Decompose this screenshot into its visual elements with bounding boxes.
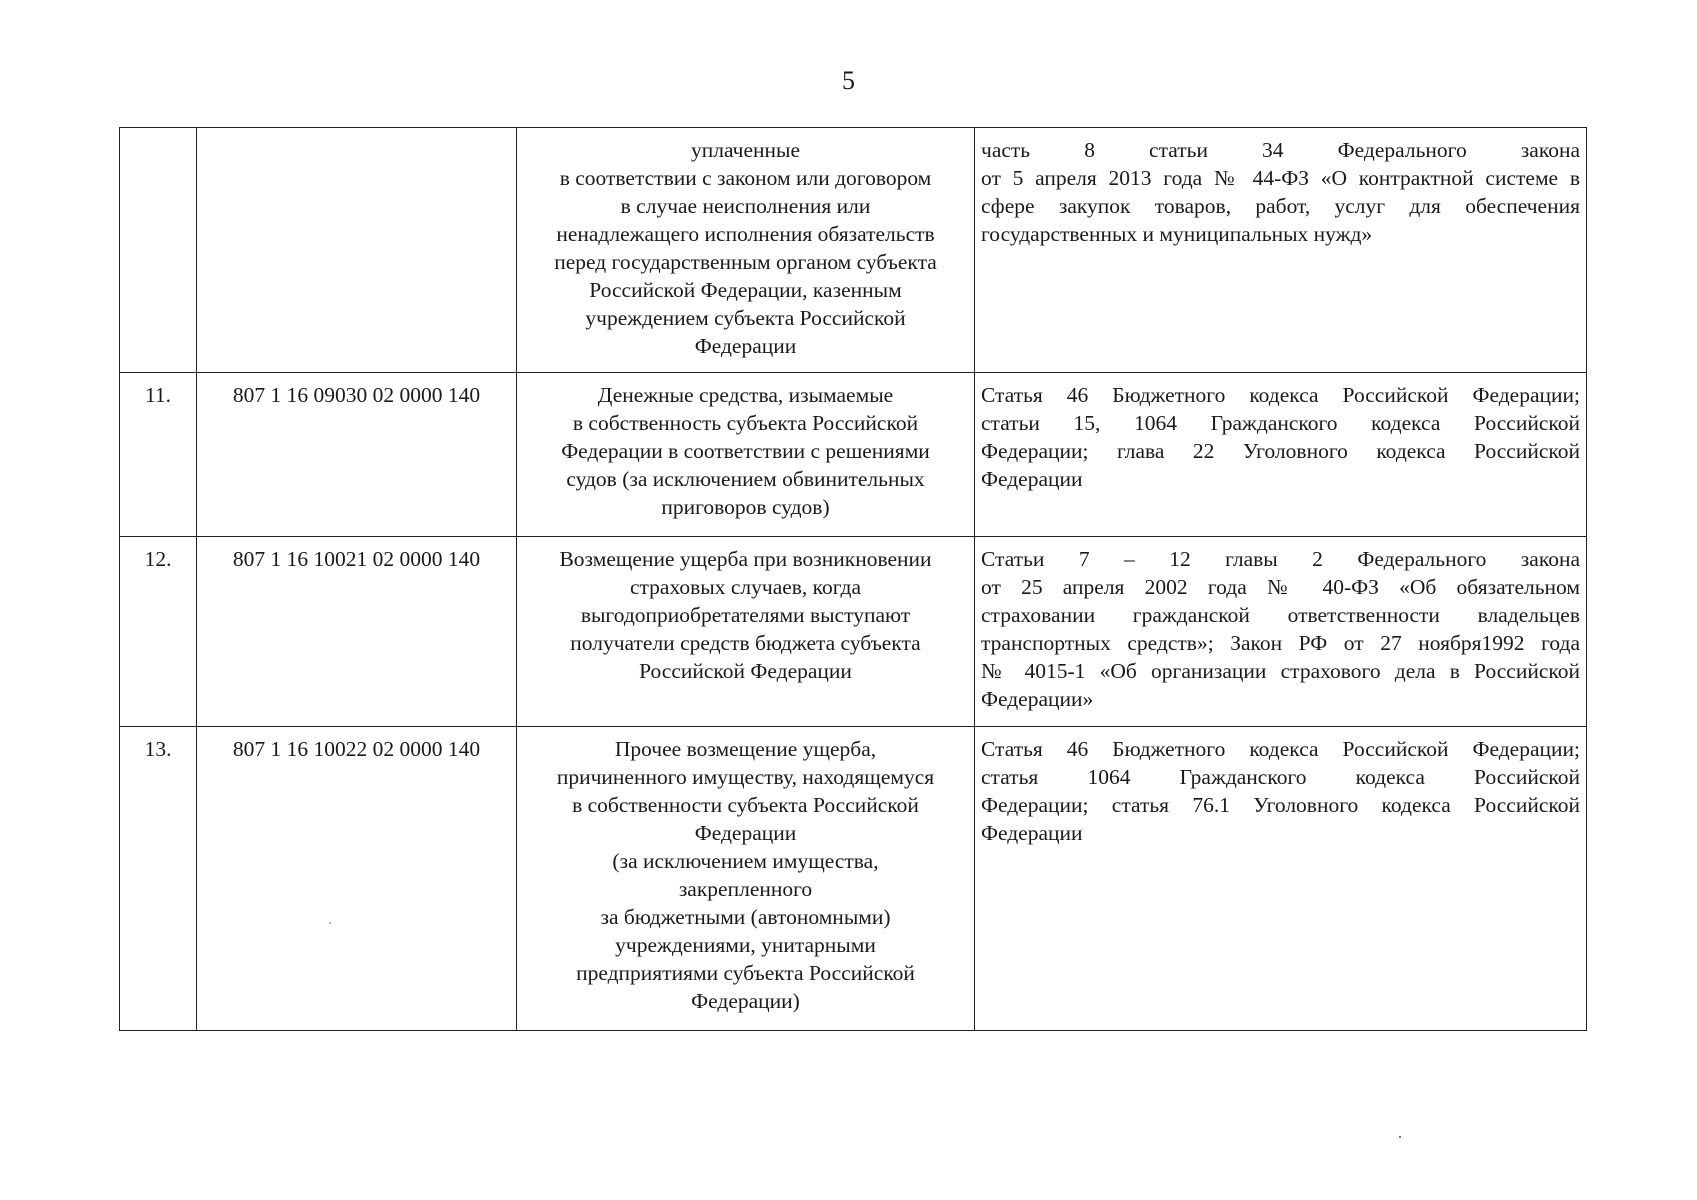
page-number: 5 bbox=[842, 66, 855, 95]
revenue-name-line: Федерации в соответствии с решениями bbox=[561, 439, 930, 463]
revenue-name-line: страховых случаев, когда bbox=[629, 575, 862, 599]
revenue-name-cell bbox=[517, 373, 975, 537]
legal-basis-line: государственных и муниципальных нужд» bbox=[981, 222, 1373, 246]
revenue-name-line: в собственность субъекта Российской bbox=[572, 411, 919, 435]
revenue-name-cell bbox=[517, 727, 975, 1031]
row-number-cell: 11. bbox=[120, 373, 197, 537]
scan-speck bbox=[329, 922, 331, 924]
row-number-cell bbox=[120, 128, 197, 373]
revenue-name-line: (за исключением имущества, bbox=[612, 849, 879, 873]
legal-basis-line: от 5 апреля 2013 года № 44-ФЗ «О контрактной системе в bbox=[981, 166, 1580, 190]
revenue-name-line: ненадлежащего исполнения обязательств bbox=[556, 222, 935, 246]
legal-basis-line: Статья 46 Бюджетного кодекса Российской Федерации; bbox=[981, 737, 1580, 761]
legal-basis-cell bbox=[975, 373, 1587, 537]
budget-code-cell bbox=[197, 128, 517, 373]
revenue-name-line: причиненного имуществу, находящемуся bbox=[556, 765, 935, 789]
revenue-name-line: судов (за исключением обвинительных bbox=[566, 467, 925, 491]
legal-basis-line: сфере закупок товаров, работ, услуг для обеспечения bbox=[981, 194, 1580, 218]
legal-basis-line: Федерации; статья 76.1 Уголовного кодекса Российской bbox=[981, 793, 1580, 817]
revenue-name-line: в соответствии с законом или договором bbox=[559, 166, 932, 190]
revenue-name-line: за бюджетными (автономными) bbox=[600, 905, 891, 929]
legal-basis-line: Федерации» bbox=[981, 687, 1094, 711]
revenue-name-line: Возмещение ущерба при возникновении bbox=[559, 547, 932, 571]
legal-basis-line: № 4015-1 «Об организации страхового дела в Российской bbox=[981, 659, 1580, 683]
revenue-name-line: Федерации bbox=[694, 334, 797, 358]
revenue-name-line: перед государственным органом субъекта bbox=[554, 250, 937, 274]
legal-basis-line: Статья 46 Бюджетного кодекса Российской Федерации; bbox=[981, 383, 1580, 407]
revenue-name-line: закрепленного bbox=[678, 877, 813, 901]
table-row bbox=[120, 128, 1587, 373]
revenue-name-line: Денежные средства, изымаемые bbox=[597, 383, 894, 407]
revenue-name-line: уплаченные bbox=[690, 138, 801, 162]
legal-basis-line: статья 1064 Гражданского кодекса Российской bbox=[981, 765, 1580, 789]
legal-basis-line: Федерации bbox=[981, 821, 1083, 845]
revenue-name-line: получатели средств бюджета субъекта bbox=[570, 631, 921, 655]
legal-basis-cell bbox=[975, 537, 1587, 727]
revenue-name-line: Российской Федерации bbox=[639, 659, 852, 683]
revenue-name-line: приговоров судов) bbox=[661, 495, 830, 519]
revenue-name-line: в собственности субъекта Российской bbox=[572, 793, 919, 817]
legal-basis-cell bbox=[975, 727, 1587, 1031]
revenue-name-cell bbox=[517, 537, 975, 727]
legal-basis-line: транспортных средств»; Закон РФ от 27 ноября1992 года bbox=[981, 631, 1580, 655]
revenue-name-line: в случае неисполнения или bbox=[620, 194, 871, 218]
revenue-name-line: Федерации) bbox=[691, 989, 800, 1013]
revenue-name-line: предприятиями субъекта Российской bbox=[576, 961, 915, 985]
legal-basis-cell bbox=[975, 128, 1587, 373]
row-number-cell: 13. bbox=[120, 727, 197, 1031]
revenue-codes-table bbox=[119, 127, 1587, 1031]
legal-basis-line: Федерации bbox=[981, 467, 1083, 491]
table-body bbox=[120, 128, 1587, 1031]
revenue-name-line: Российской Федерации, казенным bbox=[589, 278, 902, 302]
row-number-cell: 12. bbox=[120, 537, 197, 727]
table-row bbox=[120, 727, 1587, 1031]
revenue-name-cell bbox=[517, 128, 975, 373]
revenue-name-line: учреждением субъекта Российской bbox=[585, 306, 906, 330]
budget-code-cell: 807 1 16 10021 02 0000 140 bbox=[197, 537, 517, 727]
legal-basis-line: часть 8 статьи 34 Федерального закона bbox=[981, 138, 1580, 162]
table-row bbox=[120, 373, 1587, 537]
legal-basis-line: страховании гражданской ответственности владельцев bbox=[981, 603, 1580, 627]
budget-code-cell: 807 1 16 09030 02 0000 140 bbox=[197, 373, 517, 537]
scan-speck bbox=[1399, 1136, 1401, 1138]
table-row bbox=[120, 537, 1587, 727]
revenue-name-line: выгодоприобретателями выступают bbox=[580, 603, 911, 627]
legal-basis-line: Федерации; глава 22 Уголовного кодекса Российской bbox=[981, 439, 1580, 463]
revenue-name-line: Прочее возмещение ущерба, bbox=[614, 737, 877, 761]
revenue-name-line: учреждениями, унитарными bbox=[615, 933, 876, 957]
revenue-name-line: Федерации bbox=[694, 821, 797, 845]
budget-code-cell: 807 1 16 10022 02 0000 140 bbox=[197, 727, 517, 1031]
legal-basis-line: от 25 апреля 2002 года № 40-ФЗ «Об обязательном bbox=[981, 575, 1580, 599]
legal-basis-line: статьи 15, 1064 Гражданского кодекса Российской bbox=[981, 411, 1580, 435]
legal-basis-line: Статьи 7 – 12 главы 2 Федерального закона bbox=[981, 547, 1580, 571]
